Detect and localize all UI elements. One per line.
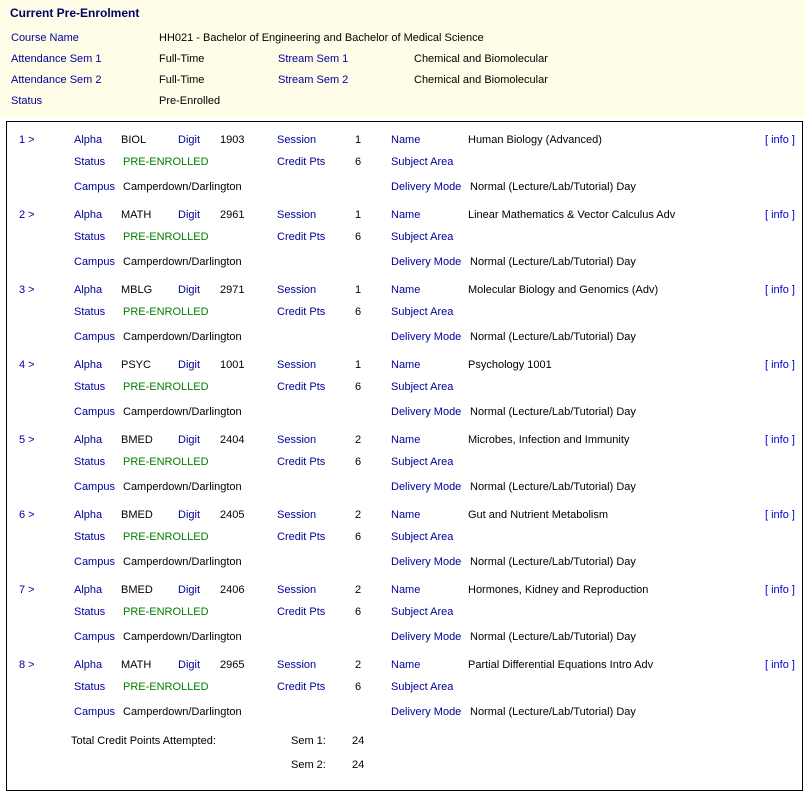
stream-sem1-value: Chemical and Biomolecular <box>414 53 548 65</box>
session-value: 2 <box>355 659 362 671</box>
status-label: Status <box>74 306 106 318</box>
unit-number: 3 > <box>19 284 35 296</box>
credit-pts-value: 6 <box>355 606 362 618</box>
enrolment-status-value: Pre-Enrolled <box>159 95 221 107</box>
credit-pts-label: Credit Pts <box>277 531 326 543</box>
delivery-mode-value: Normal (Lecture/Lab/Tutorial) Day <box>470 181 636 193</box>
name-label: Name <box>391 359 421 371</box>
alpha-value: PSYC <box>121 359 151 371</box>
status-value: PRE-ENROLLED <box>123 381 209 393</box>
name-label: Name <box>391 509 421 521</box>
name-label: Name <box>391 434 421 446</box>
digit-label: Digit <box>178 209 201 221</box>
session-value: 2 <box>355 584 362 596</box>
unit-number: 1 > <box>19 134 35 146</box>
session-label: Session <box>277 134 317 146</box>
digit-value: 2406 <box>220 584 245 596</box>
digit-value: 2961 <box>220 209 245 221</box>
digit-label: Digit <box>178 134 201 146</box>
alpha-label: Alpha <box>74 434 103 446</box>
delivery-mode-label: Delivery Mode <box>391 406 462 418</box>
campus-label: Campus <box>74 181 115 193</box>
info-link[interactable]: [ info ] <box>765 584 795 596</box>
total-sem2-value: 24 <box>352 759 365 771</box>
page-title: Current Pre-Enrolment <box>10 6 140 20</box>
campus-value: Camperdown/Darlington <box>123 706 242 718</box>
credit-pts-value: 6 <box>355 156 362 168</box>
credit-pts-label: Credit Pts <box>277 606 326 618</box>
info-link[interactable]: [ info ] <box>765 284 795 296</box>
campus-value: Camperdown/Darlington <box>123 556 242 568</box>
alpha-value: BMED <box>121 509 153 521</box>
total-sem2-label: Sem 2: <box>291 759 326 771</box>
credit-pts-value: 6 <box>355 381 362 393</box>
unit-name-value: Hormones, Kidney and Reproduction <box>468 584 649 596</box>
session-label: Session <box>277 284 317 296</box>
name-label: Name <box>391 659 421 671</box>
status-label: Status <box>74 156 106 168</box>
status-label: Status <box>74 606 106 618</box>
credit-pts-value: 6 <box>355 681 362 693</box>
subject-area-label: Subject Area <box>391 606 454 618</box>
name-label: Name <box>391 209 421 221</box>
delivery-mode-label: Delivery Mode <box>391 631 462 643</box>
stream-sem1-label: Stream Sem 1 <box>278 53 349 65</box>
delivery-mode-value: Normal (Lecture/Lab/Tutorial) Day <box>470 406 636 418</box>
unit-name-value: Microbes, Infection and Immunity <box>468 434 630 446</box>
campus-value: Camperdown/Darlington <box>123 331 242 343</box>
alpha-label: Alpha <box>74 584 103 596</box>
status-value: PRE-ENROLLED <box>123 606 209 618</box>
campus-label: Campus <box>74 631 115 643</box>
session-value: 2 <box>355 509 362 521</box>
name-label: Name <box>391 584 421 596</box>
status-label: Status <box>74 231 106 243</box>
info-link[interactable]: [ info ] <box>765 434 795 446</box>
campus-value: Camperdown/Darlington <box>123 631 242 643</box>
credit-pts-value: 6 <box>355 456 362 468</box>
session-label: Session <box>277 209 317 221</box>
alpha-label: Alpha <box>74 509 103 521</box>
digit-value: 2404 <box>220 434 245 446</box>
status-value: PRE-ENROLLED <box>123 531 209 543</box>
attendance-sem1-value: Full-Time <box>159 53 205 65</box>
status-value: PRE-ENROLLED <box>123 156 209 168</box>
unit-number: 8 > <box>19 659 35 671</box>
credit-pts-label: Credit Pts <box>277 231 326 243</box>
campus-value: Camperdown/Darlington <box>123 256 242 268</box>
alpha-value: MBLG <box>121 284 153 296</box>
session-label: Session <box>277 434 317 446</box>
delivery-mode-value: Normal (Lecture/Lab/Tutorial) Day <box>470 706 636 718</box>
status-value: PRE-ENROLLED <box>123 306 209 318</box>
campus-label: Campus <box>74 556 115 568</box>
delivery-mode-value: Normal (Lecture/Lab/Tutorial) Day <box>470 631 636 643</box>
status-label: Status <box>74 456 106 468</box>
campus-value: Camperdown/Darlington <box>123 181 242 193</box>
alpha-label: Alpha <box>74 134 103 146</box>
total-credit-label: Total Credit Points Attempted: <box>71 735 216 747</box>
unit-name-value: Partial Differential Equations Intro Adv <box>468 659 654 671</box>
name-label: Name <box>391 134 421 146</box>
attendance-sem1-label: Attendance Sem 1 <box>11 53 102 65</box>
alpha-label: Alpha <box>74 659 103 671</box>
status-value: PRE-ENROLLED <box>123 681 209 693</box>
session-value: 1 <box>355 134 362 146</box>
alpha-value: MATH <box>121 659 152 671</box>
unit-name-value: Linear Mathematics & Vector Calculus Adv <box>468 209 676 221</box>
digit-value: 2971 <box>220 284 245 296</box>
delivery-mode-value: Normal (Lecture/Lab/Tutorial) Day <box>470 556 636 568</box>
delivery-mode-label: Delivery Mode <box>391 481 462 493</box>
campus-label: Campus <box>74 706 115 718</box>
subject-area-label: Subject Area <box>391 156 454 168</box>
digit-label: Digit <box>178 284 201 296</box>
credit-pts-label: Credit Pts <box>277 156 326 168</box>
session-label: Session <box>277 659 317 671</box>
digit-label: Digit <box>178 584 201 596</box>
unit-name-value: Human Biology (Advanced) <box>468 134 602 146</box>
info-link[interactable]: [ info ] <box>765 134 795 146</box>
unit-name-value: Psychology 1001 <box>468 359 552 371</box>
session-label: Session <box>277 584 317 596</box>
alpha-value: BMED <box>121 584 153 596</box>
campus-label: Campus <box>74 481 115 493</box>
unit-number: 6 > <box>19 509 35 521</box>
digit-value: 2965 <box>220 659 245 671</box>
subject-area-label: Subject Area <box>391 531 454 543</box>
session-label: Session <box>277 509 317 521</box>
delivery-mode-label: Delivery Mode <box>391 331 462 343</box>
alpha-value: MATH <box>121 209 152 221</box>
delivery-mode-label: Delivery Mode <box>391 256 462 268</box>
status-label: Status <box>74 381 106 393</box>
digit-value: 2405 <box>220 509 245 521</box>
unit-number: 5 > <box>19 434 35 446</box>
unit-number: 7 > <box>19 584 35 596</box>
info-link[interactable]: [ info ] <box>765 659 795 671</box>
campus-label: Campus <box>74 256 115 268</box>
campus-label: Campus <box>74 406 115 418</box>
delivery-mode-label: Delivery Mode <box>391 181 462 193</box>
session-value: 1 <box>355 209 362 221</box>
credit-pts-label: Credit Pts <box>277 306 326 318</box>
session-value: 2 <box>355 434 362 446</box>
credit-pts-label: Credit Pts <box>277 681 326 693</box>
session-value: 1 <box>355 359 362 371</box>
alpha-value: BMED <box>121 434 153 446</box>
digit-label: Digit <box>178 509 201 521</box>
delivery-mode-label: Delivery Mode <box>391 556 462 568</box>
alpha-label: Alpha <box>74 359 103 371</box>
unit-name-value: Gut and Nutrient Metabolism <box>468 509 609 521</box>
info-link[interactable]: [ info ] <box>765 359 795 371</box>
credit-pts-label: Credit Pts <box>277 456 326 468</box>
campus-label: Campus <box>74 331 115 343</box>
pre-enrolment-header <box>0 0 805 117</box>
campus-value: Camperdown/Darlington <box>123 481 242 493</box>
course-name-value: HH021 - Bachelor of Engineering and Bachelor of Medical Science <box>159 32 484 44</box>
status-value: PRE-ENROLLED <box>123 231 209 243</box>
delivery-mode-value: Normal (Lecture/Lab/Tutorial) Day <box>470 331 636 343</box>
unit-number: 2 > <box>19 209 35 221</box>
status-label: Status <box>74 531 106 543</box>
delivery-mode-value: Normal (Lecture/Lab/Tutorial) Day <box>470 481 636 493</box>
stream-sem2-label: Stream Sem 2 <box>278 74 349 86</box>
stream-sem2-value: Chemical and Biomolecular <box>414 74 548 86</box>
status-label: Status <box>74 681 106 693</box>
subject-area-label: Subject Area <box>391 381 454 393</box>
info-link[interactable]: [ info ] <box>765 509 795 521</box>
digit-label: Digit <box>178 434 201 446</box>
course-name-label: Course Name <box>11 32 79 44</box>
attendance-sem2-label: Attendance Sem 2 <box>11 74 102 86</box>
subject-area-label: Subject Area <box>391 231 454 243</box>
credit-pts-label: Credit Pts <box>277 381 326 393</box>
credit-pts-value: 6 <box>355 231 362 243</box>
unit-name-value: Molecular Biology and Genomics (Adv) <box>468 284 659 296</box>
subject-area-label: Subject Area <box>391 306 454 318</box>
status-value: PRE-ENROLLED <box>123 456 209 468</box>
digit-value: 1903 <box>220 134 245 146</box>
delivery-mode-label: Delivery Mode <box>391 706 462 718</box>
digit-label: Digit <box>178 659 201 671</box>
session-value: 1 <box>355 284 362 296</box>
session-label: Session <box>277 359 317 371</box>
digit-label: Digit <box>178 359 201 371</box>
alpha-value: BIOL <box>121 134 147 146</box>
delivery-mode-value: Normal (Lecture/Lab/Tutorial) Day <box>470 256 636 268</box>
subject-area-label: Subject Area <box>391 681 454 693</box>
credit-pts-value: 6 <box>355 531 362 543</box>
credit-pts-value: 6 <box>355 306 362 318</box>
info-link[interactable]: [ info ] <box>765 209 795 221</box>
name-label: Name <box>391 284 421 296</box>
alpha-label: Alpha <box>74 209 103 221</box>
campus-value: Camperdown/Darlington <box>123 406 242 418</box>
attendance-sem2-value: Full-Time <box>159 74 205 86</box>
total-sem1-value: 24 <box>352 735 365 747</box>
unit-number: 4 > <box>19 359 35 371</box>
subject-area-label: Subject Area <box>391 456 454 468</box>
digit-value: 1001 <box>220 359 245 371</box>
alpha-label: Alpha <box>74 284 103 296</box>
total-sem1-label: Sem 1: <box>291 735 326 747</box>
enrolment-status-label: Status <box>11 95 43 107</box>
